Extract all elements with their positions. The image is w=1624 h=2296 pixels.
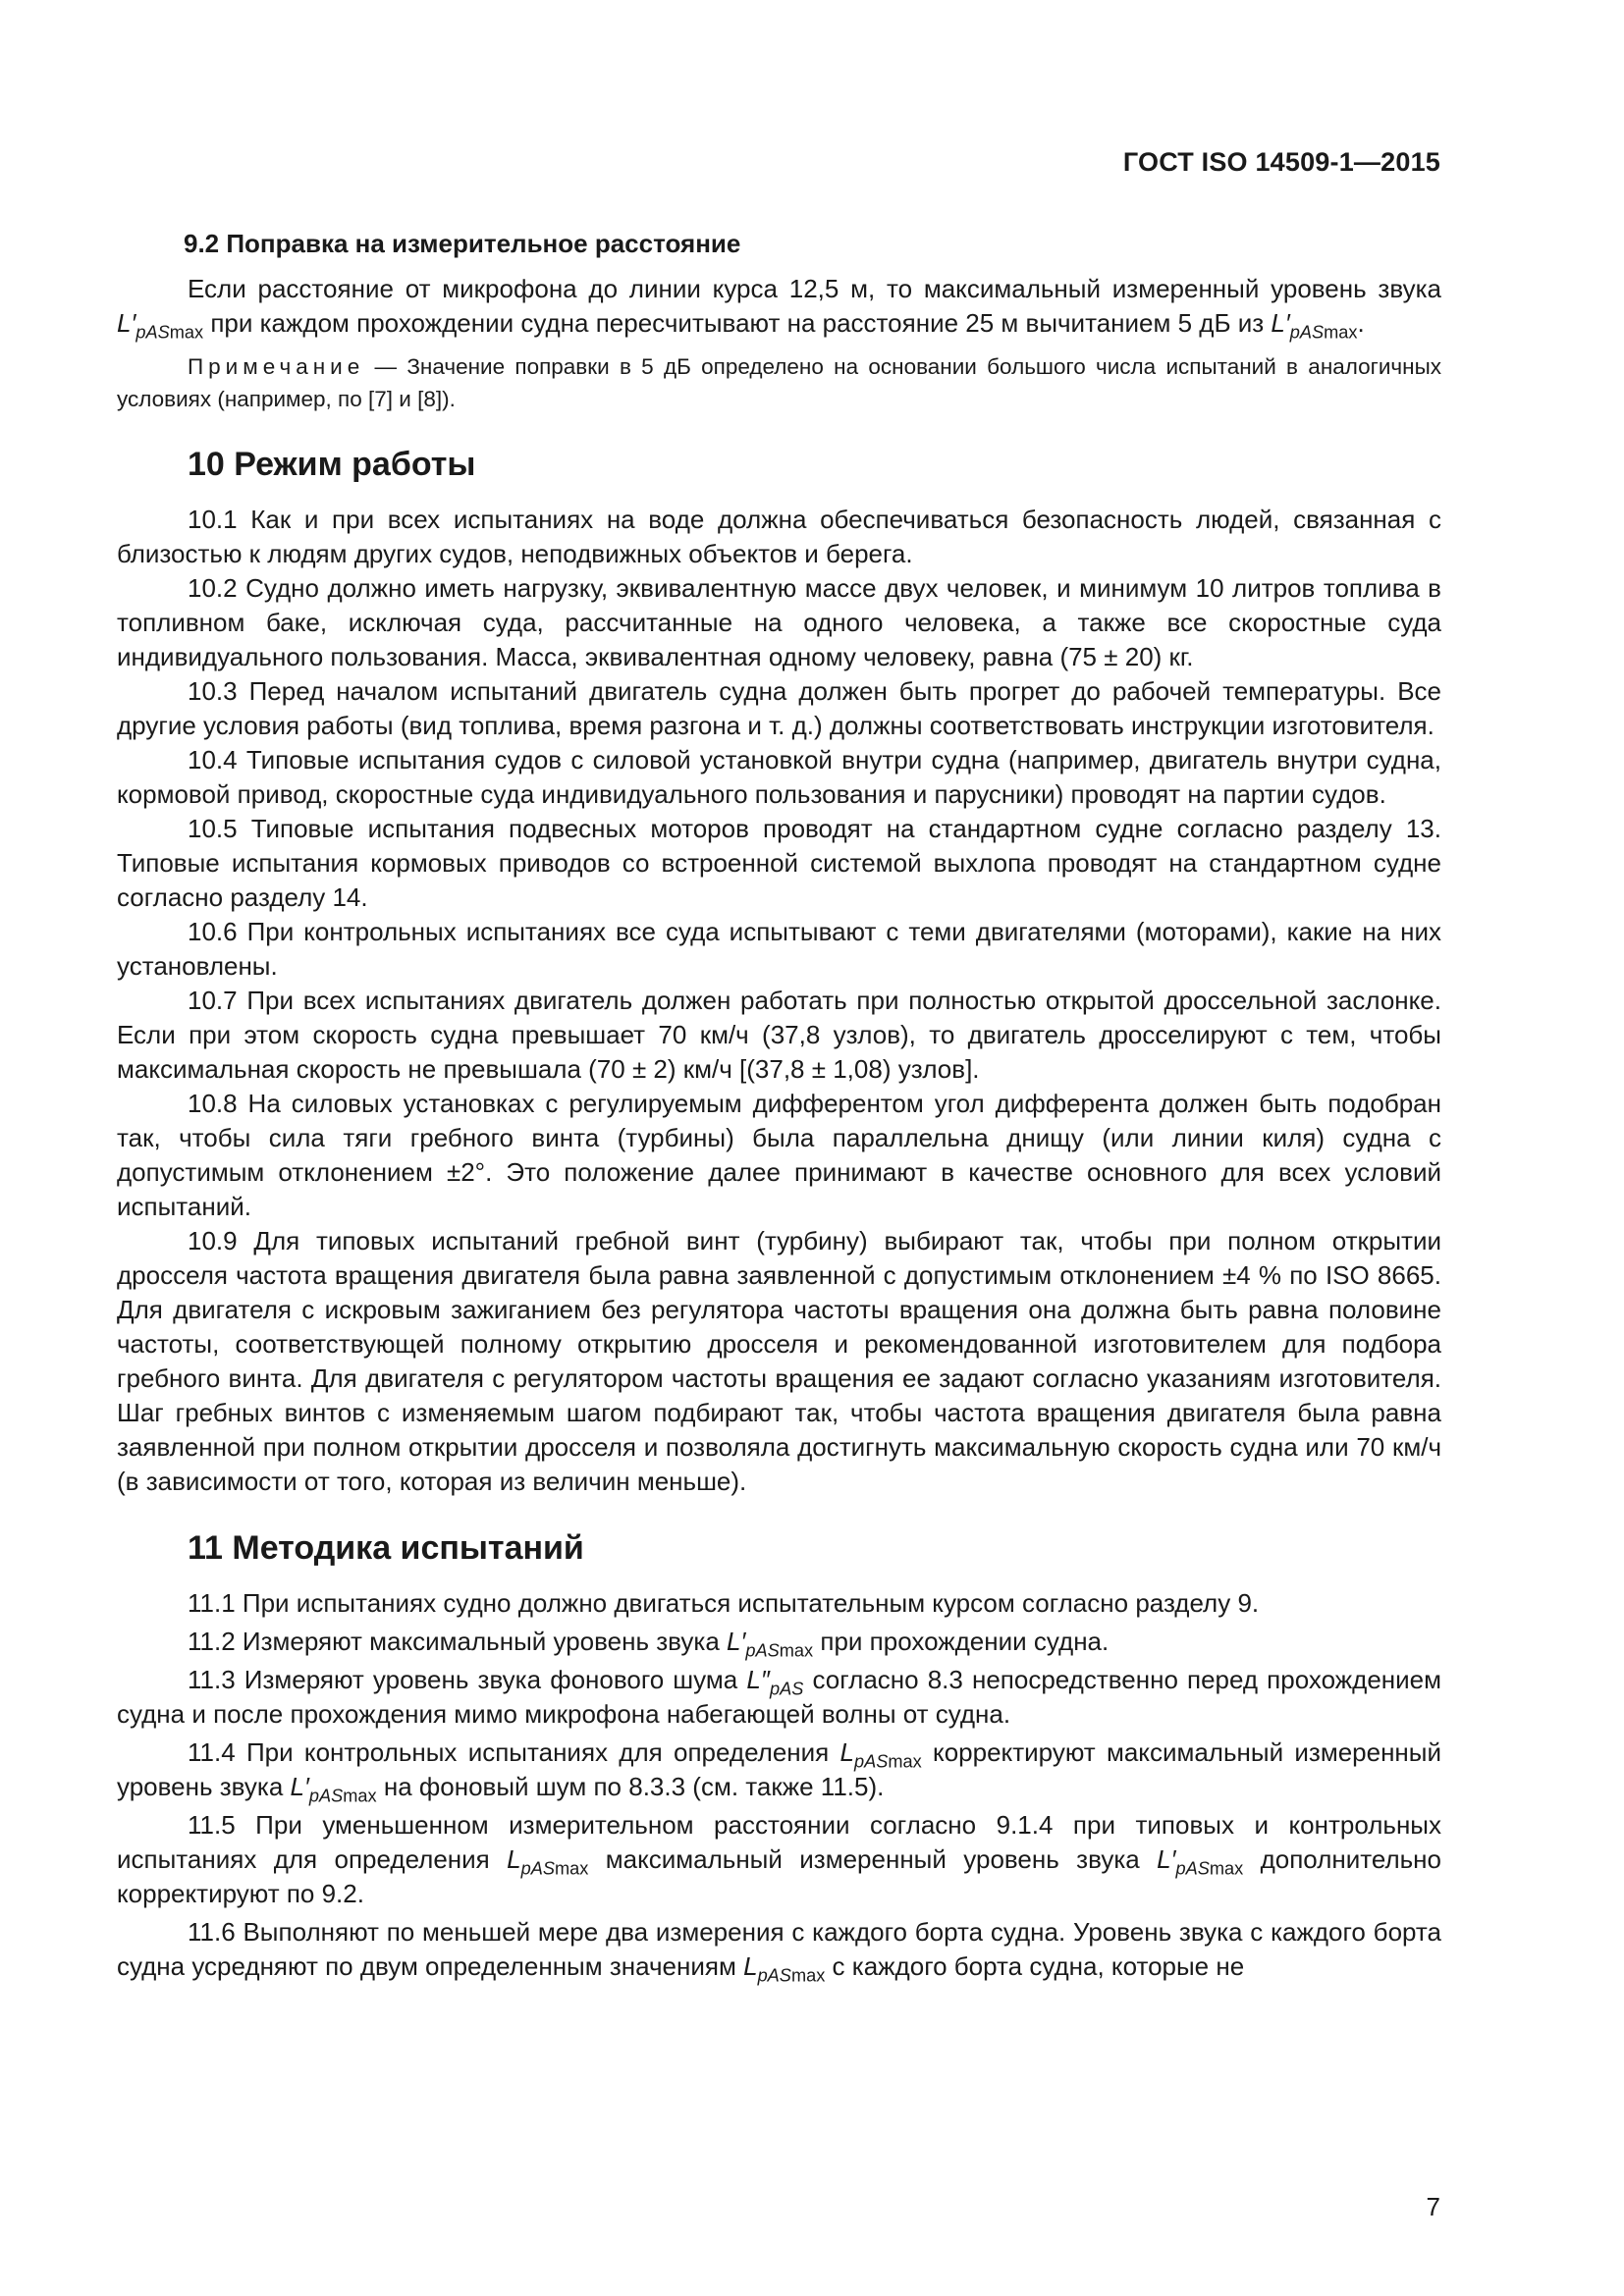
section-title-10: 10 Режим работы	[188, 446, 476, 483]
symbol-lpasmax-prime: $L'_{pASmax}$	[1157, 1844, 1244, 1879]
paragraph-9-2: Если расстояние от микрофона до линии курса 12,5 м, то максимальный измеренный уровень звука $L'_{pASmax}$ при каждом прохождении судна пересчитывают на расстояние 25 м вычитанием 5 дБ из $L'_{pASmax}$.	[117, 274, 1441, 343]
subsection-title-9-2: 9.2 Поправка на измерительное расстояние	[184, 229, 741, 258]
section-title-11: 11 Методика испытаний	[188, 1529, 584, 1567]
paragraph-11-5: 11.5 При уменьшенном измерительном расстоянии согласно 9.1.4 при типовых и контрольных испытаниях для определения $L_{pASmax}$ максимальный измеренный уровень звука $L'_{pASmax}$ дополнительно корректируют по 9.2.	[117, 1810, 1441, 1908]
paragraph-10-5: 10.5 Типовые испытания подвесных моторов проводят на стандартном судне согласно разделу 13. Типовые испытания кормовых приводов со встроенной системой выхлопа проводят на стандартном судне согласно разделу 14.	[117, 814, 1441, 912]
paragraph-11-4: 11.4 При контрольных испытаниях для определения $L_{pASmax}$ корректируют максимальный измеренный уровень звука $L'_{pASmax}$ на фоновый шум по 8.3.3 (см. также 11.5).	[117, 1737, 1441, 1806]
paragraph-10-2: 10.2 Судно должно иметь нагрузку, эквивалентную массе двух человек, и минимум 10 литров топлива в топливном баке, исключая суда, рассчитанные на одного человека, а также все скоростные суда индивидуального пользования. Масса, эквивалентная одному человеку, равна (75 ± 20) кг.	[117, 573, 1441, 671]
note-label: Примечание	[188, 354, 365, 379]
symbol-lpasmax-prime: $L'_{pASmax}$	[1271, 308, 1358, 343]
symbol-lpasmax: $L_{pASmax}$	[839, 1737, 922, 1772]
paragraph-10-8: 10.8 На силовых установках с регулируемым дифферентом угол дифферента должен быть подобран так, чтобы сила тяги гребного винта (турбины) была параллельна днищу (или линии киля) судна с допустимым отклонением ±2°. Это положение далее принимают в качестве основного для всех условий испытаний.	[117, 1089, 1441, 1221]
symbol-lpasmax-prime: $L'_{pASmax}$	[290, 1772, 377, 1806]
paragraph-10-9: 10.9 Для типовых испытаний гребной винт (турбину) выбирают так, чтобы при полном открытии дросселя частота вращения двигателя была равна заявленной с допустимым отклонением ±4 % по ISO 8665. Для двигателя с искровым зажиганием без регулятора частоты вращения она должна быть равна половине частоты, соответствующей полному открытию дросселя и рекомендованной изготовителем для подбора гребного винта. Для двигателя с регулятором частоты вращения ее задают согласно указаниям изготовителя. Шаг гребных винтов с изменяемым шагом подбирают так, чтобы частота вращения двигателя была равна заявленной при полном открытии дросселя и позволяла достигнуть максимальную скорость судна или 70 км/ч (в зависимости от того, которая из величин меньше).	[117, 1226, 1441, 1496]
paragraph-10-7: 10.7 При всех испытаниях двигатель должен работать при полностью открытой дроссельной заслонке. Если при этом скорость судна превышает 70 км/ч (37,8 узлов), то двигатель дросселируют с тем, чтобы максимальная скорость не превышала (70 ± 2) км/ч [(37,8 ± 1,08) узлов].	[117, 986, 1441, 1084]
paragraph-11-6: 11.6 Выполняют по меньшей мере два измерения с каждого борта судна. Уровень звука с каждого борта судна усредняют по двум определенным значениям $L_{pASmax}$ с каждого борта судна, которые не	[117, 1917, 1441, 1986]
paragraph-11-2: 11.2 Измеряют максимальный уровень звука $L'_{pASmax}$ при прохождении судна.	[188, 1627, 1110, 1661]
symbol-lpasmax-prime: $L'_{pASmax}$	[117, 308, 204, 343]
document-body	[117, 227, 1441, 1988]
note-9-2: Примечание — Значение поправки в 5 дБ определено на основании большого числа испытаний в аналогичных условиях (например, по [7] и [8]).	[117, 354, 1441, 411]
paragraph-11-1: 11.1 При испытаниях судно должно двигаться испытательным курсом согласно разделу 9.	[188, 1588, 1260, 1618]
paragraph-10-1: 10.1 Как и при всех испытаниях на воде должна обеспечиваться безопасность людей, связанная с близостью к людям других судов, неподвижных объектов и берега.	[117, 505, 1441, 568]
paragraph-10-6: 10.6 При контрольных испытаниях все суда испытывают с теми двигателями (моторами), какие на них установлены.	[117, 917, 1441, 981]
page-number: 7	[1426, 2192, 1440, 2221]
paragraph-10-3: 10.3 Перед началом испытаний двигатель судна должен быть прогрет до рабочей температуры. Все другие условия работы (вид топлива, время разгона и т. д.) должны соответствовать инструкции изготовителя.	[117, 676, 1441, 740]
symbol-lpasmax-prime: $L'_{pASmax}$	[727, 1627, 814, 1661]
symbol-lpasmax: $L_{pASmax}$	[507, 1844, 589, 1879]
document-header: ГОСТ ISO 14509-1—2015	[1122, 147, 1440, 177]
symbol-lpas-double-prime: $L''_{pAS}$	[746, 1665, 804, 1699]
paragraph-10-4: 10.4 Типовые испытания судов с силовой установкой внутри судна (например, двигатель внутри судна, кормовой привод, скоростные суда индивидуального пользования и парусники) проводят на партии судов.	[117, 745, 1441, 809]
symbol-lpasmax: $L_{pASmax}$	[743, 1951, 826, 1986]
paragraph-11-3: 11.3 Измеряют уровень звука фонового шума $L''_{pAS}$ согласно 8.3 непосредственно перед прохождением судна и после прохождения мимо микрофона набегающей волны от судна.	[117, 1665, 1441, 1729]
